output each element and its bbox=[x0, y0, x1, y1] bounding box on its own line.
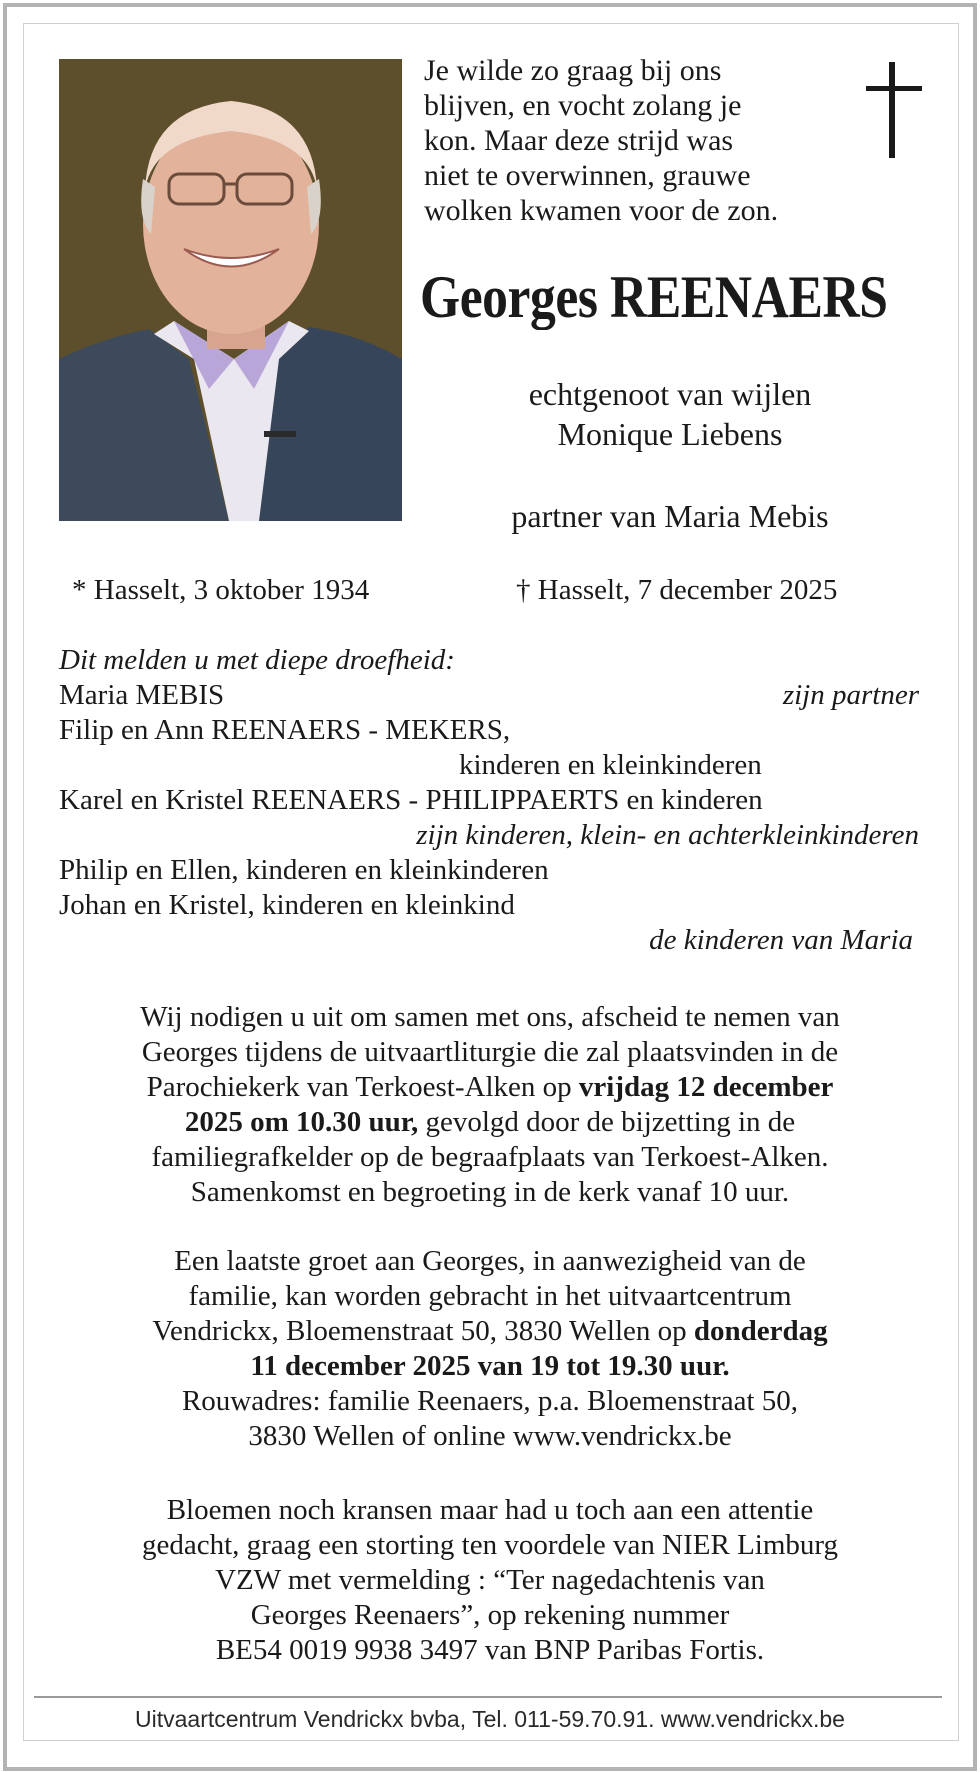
text-span: Vendrickx, Bloemenstraat 50, 3830 Wellen op bbox=[152, 1315, 694, 1347]
mourner-row bbox=[59, 748, 919, 783]
mourner-relation: de kinderen van Maria bbox=[649, 924, 913, 956]
text-line: Georges tijdens de uitvaartliturgie die zal plaatsvinden in de bbox=[141, 1036, 839, 1068]
spouse-name: Monique Liebens bbox=[557, 416, 783, 452]
text-line: 3830 Wellen of online www.vendrickx.be bbox=[248, 1420, 732, 1452]
mourners-list bbox=[59, 643, 919, 958]
mourner-row bbox=[59, 818, 919, 853]
mourners-intro: Dit melden u met diepe droefheid: bbox=[59, 644, 455, 676]
funeral-time: 2025 om 10.30 uur, bbox=[184, 1106, 419, 1138]
footer-divider bbox=[34, 1696, 942, 1698]
pocket-pen bbox=[264, 431, 296, 437]
mourner-row bbox=[59, 783, 919, 818]
mourner-name: Johan en Kristel, kinderen en kleinkind bbox=[59, 889, 515, 921]
mourner-name: Filip en Ann REENAERS - MEKERS, bbox=[59, 714, 511, 746]
cross-icon bbox=[866, 62, 922, 158]
funeral-date: vrijdag 12 december bbox=[578, 1071, 834, 1103]
poem-line: Je wilde zo graag bij ons bbox=[424, 54, 722, 87]
text-line bbox=[40, 1105, 940, 1140]
mourner-row bbox=[59, 888, 919, 923]
text-span: gevolgd door de bijzetting in de bbox=[418, 1106, 796, 1138]
death-date: † Hasselt, 7 december 2025 bbox=[516, 574, 838, 606]
mourner-relation: zijn partner bbox=[782, 679, 919, 711]
text-line: Rouwadres: familie Reenaers, p.a. Bloemenstraat 50, bbox=[181, 1385, 799, 1417]
spouse-block bbox=[430, 374, 910, 454]
text-line: Een laatste groet aan Georges, in aanwezigheid van de bbox=[174, 1245, 806, 1277]
text-line: familiegrafkelder op de begraafplaats van Terkoest-Alken. bbox=[151, 1141, 829, 1173]
text-line: Wij nodigen u uit om samen met ons, afscheid te nemen van bbox=[140, 1001, 840, 1033]
portrait-illustration bbox=[59, 59, 402, 521]
text-line: Samenkomst en begroeting in de kerk vanaf 10 uur. bbox=[190, 1176, 790, 1208]
visitation-day: donderdag bbox=[693, 1315, 828, 1347]
mourner-name: Maria MEBIS bbox=[59, 679, 225, 711]
mourner-row bbox=[59, 923, 919, 958]
deceased-name: Georges REENAERS bbox=[420, 264, 888, 330]
text-line: gedacht, graag een storting ten voordele van NIER Limburg bbox=[141, 1529, 839, 1561]
partner-line: partner van Maria Mebis bbox=[511, 498, 829, 534]
text-line: BE54 0019 9938 3497 van BNP Paribas Fortis. bbox=[215, 1634, 765, 1666]
text-line: familie, kan worden gebracht in het uitvaartcentrum bbox=[188, 1280, 792, 1312]
mourner-subline: kinderen en kleinkinderen bbox=[459, 749, 762, 781]
mourner-row bbox=[59, 713, 919, 748]
text-line bbox=[40, 1349, 940, 1384]
poem-line: blijven, en vocht zolang je bbox=[424, 89, 742, 122]
portrait-photo bbox=[59, 59, 402, 521]
mourner-row bbox=[59, 853, 919, 888]
text-line: VZW met vermelding : “Ter nagedachtenis van bbox=[215, 1564, 765, 1596]
text-line: Georges Reenaers”, op rekening nummer bbox=[250, 1599, 730, 1631]
visitation-paragraph bbox=[40, 1244, 940, 1454]
poem-line: kon. Maar deze strijd was bbox=[424, 124, 734, 157]
donation-paragraph bbox=[40, 1493, 940, 1668]
poem-line: niet te overwinnen, grauwe bbox=[424, 159, 751, 192]
text-line bbox=[40, 1070, 940, 1105]
mourner-row bbox=[59, 678, 919, 713]
text-span: Parochiekerk van Terkoest-Alken op bbox=[146, 1071, 579, 1103]
poem bbox=[424, 53, 854, 228]
mourner-name: Karel en Kristel REENAERS - PHILIPPAERTS en kinderen bbox=[59, 784, 763, 816]
footer-contact: Uitvaartcentrum Vendrickx bvba, Tel. 011-59.70.91. www.vendrickx.be bbox=[135, 1706, 845, 1732]
text-line bbox=[40, 1314, 940, 1349]
mourner-relation: zijn kinderen, klein- en achterkleinkinderen bbox=[416, 819, 919, 851]
poem-line: wolken kwamen voor de zon. bbox=[424, 194, 779, 227]
visitation-date: 11 december 2025 van 19 tot 19.30 uur. bbox=[250, 1350, 730, 1382]
spouse-line: echtgenoot van wijlen bbox=[528, 376, 812, 412]
text-line: Bloemen noch kransen maar had u toch aan een attentie bbox=[166, 1494, 814, 1526]
birth-date: * Hasselt, 3 oktober 1934 bbox=[72, 574, 370, 606]
funeral-paragraph bbox=[40, 1000, 940, 1210]
mourner-name: Philip en Ellen, kinderen en kleinkinderen bbox=[59, 854, 549, 886]
